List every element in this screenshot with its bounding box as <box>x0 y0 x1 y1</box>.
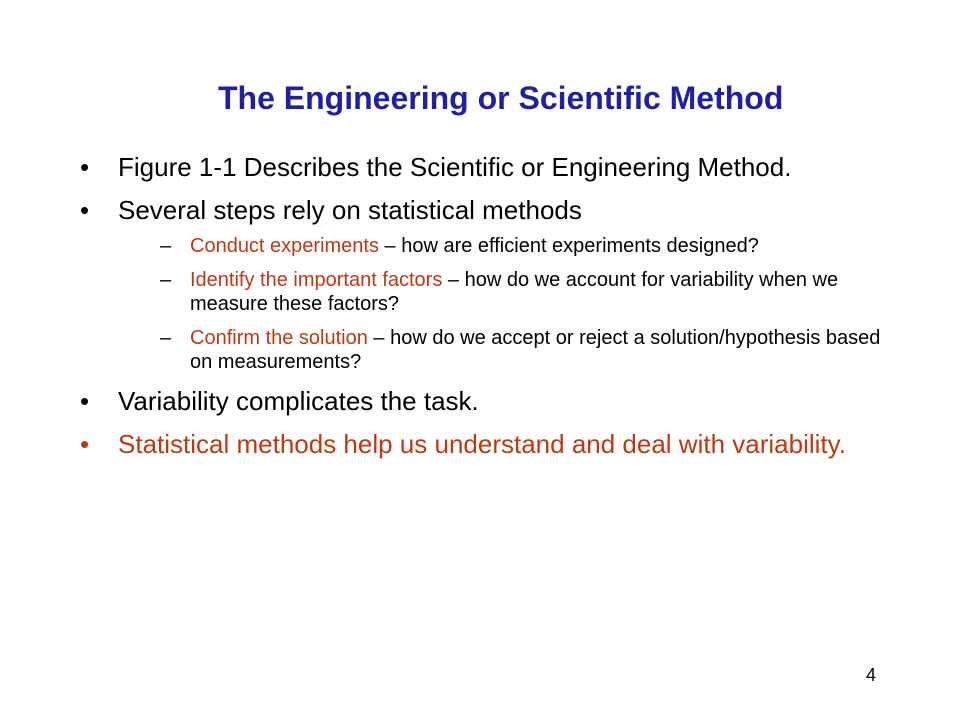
bullet-marker: • <box>80 152 90 182</box>
dash-marker: – <box>160 235 172 257</box>
bullet-marker: • <box>80 386 90 416</box>
bullet-text: Figure 1-1 Describes the Scientific or Engineering Method. <box>118 152 792 182</box>
sub-bullet-item <box>118 326 890 374</box>
sub-bullet-list <box>118 234 890 374</box>
sub-bullet-highlight: Conduct experiments <box>190 235 379 257</box>
sub-bullet-highlight: Confirm the solution <box>190 327 368 349</box>
sub-bullet-item <box>118 234 890 258</box>
sub-bullet-item <box>118 268 890 316</box>
sub-bullet-highlight: Identify the important factors <box>190 269 443 291</box>
page-number: 4 <box>866 665 877 685</box>
bullet-item <box>80 152 890 183</box>
sub-bullet-text: – how do we accept or reject a solution/hypothesis based on measurements? <box>190 327 881 373</box>
sub-bullet-text: – how do we account for variability when we measure these factors? <box>190 269 839 315</box>
bullet-marker: • <box>80 195 90 225</box>
slide-title: The Engineering or Scientific Method <box>218 80 784 116</box>
sub-bullet-text: – how are efficient experiments designed? <box>378 235 759 257</box>
bullet-item <box>80 386 890 417</box>
bullet-item-highlighted <box>80 429 890 460</box>
bullet-text: Variability complicates the task. <box>118 386 479 416</box>
dash-marker: – <box>160 327 172 349</box>
bullet-text: Statistical methods help us understand and deal with variability. <box>118 429 846 459</box>
bullet-marker: • <box>80 429 90 459</box>
dash-marker: – <box>160 269 172 291</box>
bullet-list <box>80 152 890 472</box>
bullet-item <box>80 195 890 374</box>
bullet-text: Several steps rely on statistical methods <box>118 195 582 225</box>
